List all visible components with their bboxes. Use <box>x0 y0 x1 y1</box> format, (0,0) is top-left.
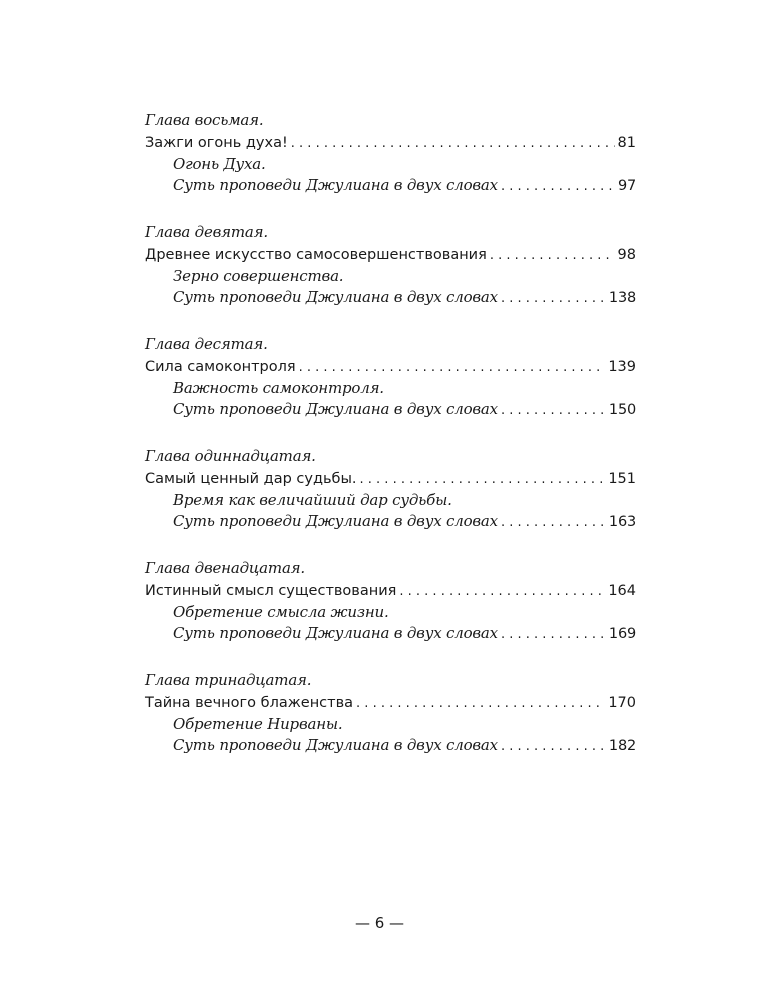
toc-subentry[interactable] <box>145 174 636 196</box>
dot-leader <box>399 581 605 603</box>
chapter-label: Глава девятая. <box>145 223 268 241</box>
section-label: Обретение смысла жизни. <box>173 603 389 621</box>
dot-leader <box>299 357 606 379</box>
toc-entry-page: 139 <box>608 359 636 375</box>
dot-leader <box>501 176 615 198</box>
chapter-13 <box>145 670 636 756</box>
chapter-9 <box>145 222 636 308</box>
dot-leader <box>501 512 606 534</box>
chapter-label: Глава двенадцатая. <box>145 559 305 577</box>
dot-leader <box>291 133 615 155</box>
chapter-8 <box>145 110 636 196</box>
section-label: Важность самоконтроля. <box>173 379 384 397</box>
toc-entry-page: 151 <box>608 471 636 487</box>
toc-entry-title: Истинный смысл существования <box>145 583 397 599</box>
section-label: Время как величайший дар судьбы. <box>173 491 452 509</box>
toc-subentry-title: Суть проповеди Джулиана в двух словах <box>173 288 498 306</box>
toc-subentry[interactable] <box>145 510 636 532</box>
toc-entry-title: Зажги огонь духа! <box>145 135 288 151</box>
toc-entry[interactable] <box>145 244 636 266</box>
toc-entry-title: Тайна вечного блаженства <box>145 695 354 711</box>
toc-subentry-title: Суть проповеди Джулиана в двух словах <box>173 624 498 642</box>
chapter-11 <box>145 446 636 532</box>
toc-entry-title: Сила самоконтроля <box>145 359 296 375</box>
toc-entry[interactable] <box>145 468 636 490</box>
dot-leader <box>501 736 606 758</box>
toc-entry-page: 98 <box>617 247 636 263</box>
chapter-10 <box>145 334 636 420</box>
chapter-label: Глава десятая. <box>145 335 268 353</box>
section-label: Огонь Духа. <box>173 155 266 173</box>
toc-subentry[interactable] <box>145 398 636 420</box>
chapter-label: Глава одиннадцатая. <box>145 447 316 465</box>
toc-subentry[interactable] <box>145 734 636 756</box>
toc-subentry-title: Суть проповеди Джулиана в двух словах <box>173 176 498 194</box>
toc-subentry-page: 97 <box>617 178 636 194</box>
toc-subentry-page: 182 <box>608 738 636 754</box>
chapter-label: Глава тринадцатая. <box>145 671 312 689</box>
toc-subentry[interactable] <box>145 286 636 308</box>
toc-subentry[interactable] <box>145 622 636 644</box>
dot-leader <box>501 624 606 646</box>
toc-entry-page: 170 <box>608 695 636 711</box>
dot-leader <box>356 693 605 715</box>
dot-leader <box>501 400 606 422</box>
dot-leader <box>501 288 606 310</box>
toc-entry-title: Самый ценный дар судьбы. <box>145 471 357 487</box>
section-label: Зерно совершенства. <box>173 267 344 285</box>
toc-entry-page: 81 <box>617 135 636 151</box>
section-label: Обретение Нирваны. <box>173 715 343 733</box>
toc-subentry-title: Суть проповеди Джулиана в двух словах <box>173 512 498 530</box>
toc-entry[interactable] <box>145 580 636 602</box>
toc-subentry-page: 138 <box>608 290 636 306</box>
toc-subentry-title: Суть проповеди Джулиана в двух словах <box>173 736 498 754</box>
table-of-contents <box>145 110 636 782</box>
chapter-12 <box>145 558 636 644</box>
toc-subentry-page: 150 <box>608 402 636 418</box>
toc-entry[interactable] <box>145 692 636 714</box>
toc-subentry-page: 163 <box>608 514 636 530</box>
dot-leader <box>490 245 615 267</box>
toc-entry[interactable] <box>145 132 636 154</box>
toc-subentry-title: Суть проповеди Джулиана в двух словах <box>173 400 498 418</box>
page-number: — 6 — <box>354 914 405 932</box>
toc-entry-page: 164 <box>608 583 636 599</box>
dot-leader <box>360 469 606 491</box>
chapter-label: Глава восьмая. <box>145 111 264 129</box>
toc-entry[interactable] <box>145 356 636 378</box>
toc-subentry-page: 169 <box>608 626 636 642</box>
toc-entry-title: Древнее искусство самосовершенствования <box>145 247 487 263</box>
